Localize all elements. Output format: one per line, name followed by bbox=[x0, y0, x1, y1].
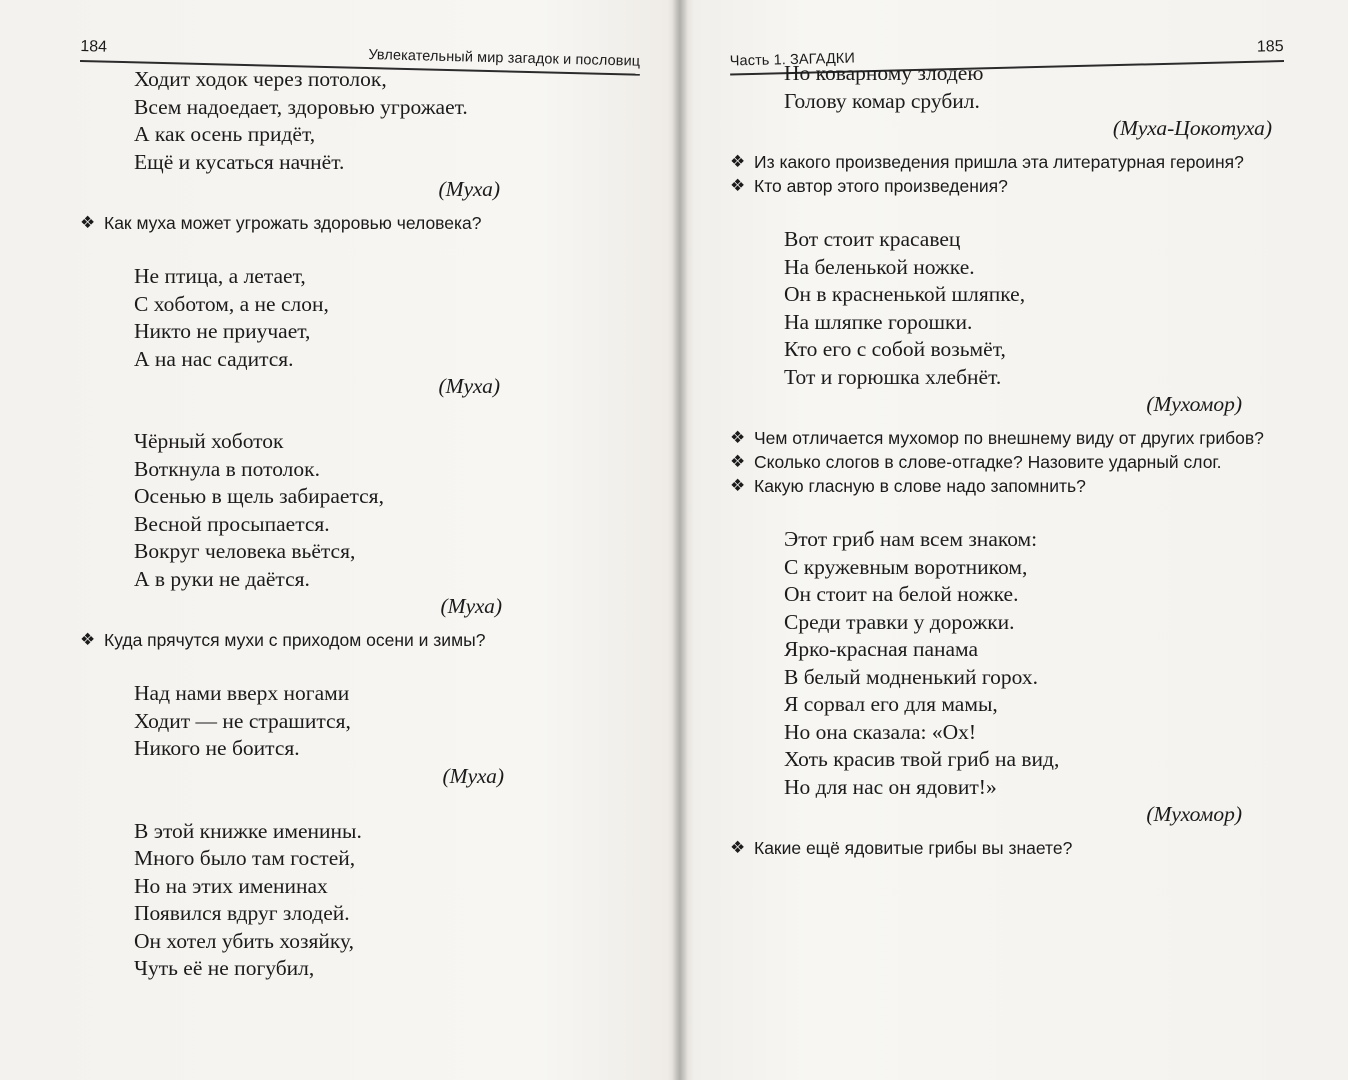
running-title: Увлекательный мир загадок и пословиц bbox=[368, 47, 641, 70]
verse-line: Он стоит на белой ножке. bbox=[784, 582, 1019, 606]
question-text: Из какого произведения пришла эта литературная героиня? bbox=[754, 152, 1244, 172]
verse-line: С кружевным воротником, bbox=[784, 554, 1028, 579]
verse-line: Весной просыпается. bbox=[134, 511, 330, 536]
verse-line: Но коварному злодею bbox=[784, 61, 984, 85]
verse-line: Вот стоит красавец bbox=[784, 227, 961, 251]
question-text: Какие ещё ядовитые грибы вы знаете? bbox=[754, 838, 1073, 858]
verse-line: Ходит — не страшится, bbox=[134, 708, 351, 733]
verse-line: Тот и горюшка хлебнёт. bbox=[784, 364, 1002, 389]
verse-line: Среди травки у дорожки. bbox=[784, 609, 1015, 634]
verse-line: С хоботом, а не слон, bbox=[134, 291, 329, 316]
verse-line: Никого не боится. bbox=[134, 736, 300, 760]
verse-line: Голову комар срубил. bbox=[784, 88, 980, 113]
bullet-icon: ❖ bbox=[80, 213, 96, 232]
riddle-verse bbox=[784, 60, 1290, 115]
verse-line: Появился вдруг злодей. bbox=[134, 901, 350, 925]
riddle-verse bbox=[134, 818, 620, 983]
verse-line: На шляпке горошки. bbox=[784, 309, 973, 334]
question-text: Чем отличается мухомор по внешнему виду от других грибов? bbox=[754, 428, 1264, 448]
riddle-verse bbox=[784, 226, 1290, 391]
bullet-icon: ❖ bbox=[730, 176, 746, 195]
question bbox=[730, 150, 1290, 174]
verse-line: Кто его с собой возьмёт, bbox=[784, 337, 1006, 361]
question bbox=[730, 450, 1290, 474]
bullet-icon: ❖ bbox=[730, 838, 746, 857]
verse-line: Воткнула в потолок. bbox=[134, 456, 320, 481]
verse-line: Я сорвал его для мамы, bbox=[784, 692, 998, 716]
verse-line: Но на этих именинах bbox=[134, 873, 328, 898]
verse-line: А как осень придёт, bbox=[134, 122, 316, 146]
question bbox=[730, 174, 1290, 198]
verse-line: Но она сказала: «Ох! bbox=[784, 719, 977, 744]
bullet-icon: ❖ bbox=[80, 630, 96, 649]
page-number: 185 bbox=[1256, 38, 1284, 56]
riddle-answer: (Муха-Цокотуха) bbox=[1112, 116, 1272, 140]
verse-line: Над нами вверх ногами bbox=[134, 681, 350, 705]
question bbox=[730, 474, 1290, 498]
verse-line: Много было там гостей, bbox=[134, 846, 356, 870]
verse-line: Он хотел убить хозяйку, bbox=[134, 928, 355, 953]
verse-line: А на нас садится. bbox=[134, 346, 294, 371]
verse-line: Всем надоедает, здоровью угрожает. bbox=[134, 94, 468, 119]
verse-line: Осенью в щель забирается, bbox=[134, 484, 384, 508]
verse-line: Никто не приучает, bbox=[134, 319, 311, 343]
verse-line: Не птица, а летает, bbox=[134, 264, 306, 288]
verse-line: Чёрный хоботок bbox=[134, 429, 284, 453]
question-text: Кто автор этого произведения? bbox=[754, 176, 1008, 196]
question bbox=[730, 836, 1290, 860]
riddle-answer: (Муха) bbox=[438, 374, 500, 398]
riddle-answer: (Мухомор) bbox=[1146, 392, 1242, 416]
verse-line: Чуть её не погубил, bbox=[134, 956, 315, 980]
right-page-content bbox=[730, 60, 1290, 860]
verse-line: Ярко-красная панама bbox=[784, 637, 979, 661]
bullet-icon: ❖ bbox=[730, 152, 746, 171]
verse-line: В этой книжке именины. bbox=[134, 818, 362, 843]
riddle-answer: (Муха) bbox=[442, 763, 504, 788]
verse-line: Этот гриб нам всем знаком: bbox=[784, 527, 1038, 551]
verse-line: Он в красненькой шляпке, bbox=[784, 282, 1026, 306]
left-page-content bbox=[80, 66, 620, 983]
running-title: Часть 1. ЗАГАДКИ bbox=[729, 50, 856, 70]
question bbox=[80, 628, 620, 652]
bullet-icon: ❖ bbox=[730, 476, 746, 495]
question-text: Сколько слогов в слове-отгадке? Назовите ударный слог. bbox=[754, 452, 1222, 472]
riddle-verse bbox=[134, 680, 620, 763]
riddle-answer: (Муха) bbox=[440, 594, 502, 618]
bullet-icon: ❖ bbox=[730, 452, 746, 471]
riddle-verse bbox=[784, 526, 1290, 801]
riddle-verse bbox=[134, 428, 620, 593]
verse-line: Но для нас он ядовит!» bbox=[784, 774, 997, 799]
page-number: 184 bbox=[80, 38, 108, 56]
bullet-icon: ❖ bbox=[730, 428, 746, 447]
question-text: Какую гласную в слове надо запомнить? bbox=[754, 476, 1086, 496]
verse-line: На беленькой ножке. bbox=[784, 254, 975, 279]
verse-line: Вокруг человека вьётся, bbox=[134, 539, 356, 563]
question-text: Куда прячутся мухи с приходом осени и зимы? bbox=[104, 630, 486, 650]
riddle-verse bbox=[134, 66, 620, 176]
verse-line: А в руки не даётся. bbox=[134, 566, 310, 591]
question bbox=[730, 426, 1290, 450]
question-text: Как муха может угрожать здоровью человека? bbox=[104, 213, 482, 233]
riddle-answer: (Муха) bbox=[438, 177, 500, 201]
verse-line: Ещё и кусаться начнёт. bbox=[134, 149, 345, 174]
verse-line: В белый модненький горох. bbox=[784, 664, 1038, 689]
verse-line: Ходит ходок через потолок, bbox=[134, 67, 387, 91]
verse-line: Хоть красив твой гриб на вид, bbox=[784, 747, 1060, 771]
riddle-answer: (Мухомор) bbox=[1146, 802, 1242, 826]
right-page bbox=[684, 0, 1348, 1080]
question bbox=[80, 211, 620, 235]
riddle-verse bbox=[134, 263, 620, 373]
